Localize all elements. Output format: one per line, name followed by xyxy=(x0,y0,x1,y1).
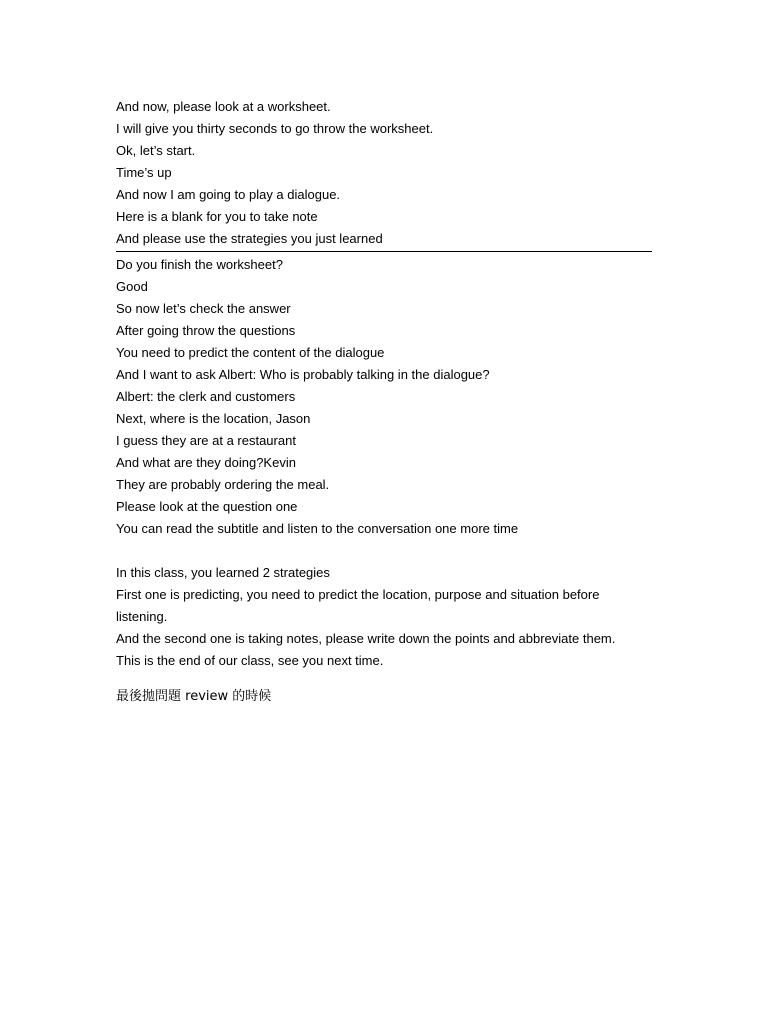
text-line: Please look at the question one xyxy=(116,499,298,514)
summary-first-strategy: First one is predicting, you need to predict the location, purpose and situation before listening. xyxy=(116,587,600,624)
text-line: Time’s up xyxy=(116,165,172,180)
text-line: Ok, let’s start. xyxy=(116,143,196,158)
text-line: You need to predict the content of the dialogue xyxy=(116,345,385,360)
text-line: I will give you thirty seconds to go throw the worksheet. xyxy=(116,121,434,136)
text-line: After going throw the questions xyxy=(116,323,296,338)
text-line: They are probably ordering the meal. xyxy=(116,477,330,492)
section-summary xyxy=(116,562,652,672)
summary-intro: In this class, you learned 2 strategies xyxy=(116,565,330,580)
summary-second-strategy: And the second one is taking notes, please write down the points and abbreviate them. xyxy=(116,631,616,646)
paragraph-gap xyxy=(116,672,652,686)
summary-ending: This is the end of our class, see you next time. xyxy=(116,653,384,668)
text-line: So now let’s check the answer xyxy=(116,301,291,316)
text-line: Do you finish the worksheet? xyxy=(116,257,283,272)
paragraph-gap xyxy=(116,540,652,562)
document-page xyxy=(116,96,652,708)
review-note: 最後拋問題 review 的時候 xyxy=(116,689,272,704)
text-line: And please use the strategies you just learned xyxy=(116,231,383,246)
text-line: Here is a blank for you to take note xyxy=(116,209,318,224)
text-line: Good xyxy=(116,279,148,294)
text-line: And now, please look at a worksheet. xyxy=(116,99,331,114)
text-line: And what are they doing?Kevin xyxy=(116,455,296,470)
text-line: And now I am going to play a dialogue. xyxy=(116,187,341,202)
section-instructions xyxy=(116,96,652,250)
horizontal-divider xyxy=(116,251,652,252)
text-line: I guess they are at a restaurant xyxy=(116,433,296,448)
section-discussion xyxy=(116,254,652,540)
text-line: And I want to ask Albert: Who is probably talking in the dialogue? xyxy=(116,367,490,382)
text-line: Albert: the clerk and customers xyxy=(116,389,296,404)
text-line: You can read the subtitle and listen to the conversation one more time xyxy=(116,521,519,536)
text-line: Next, where is the location, Jason xyxy=(116,411,311,426)
